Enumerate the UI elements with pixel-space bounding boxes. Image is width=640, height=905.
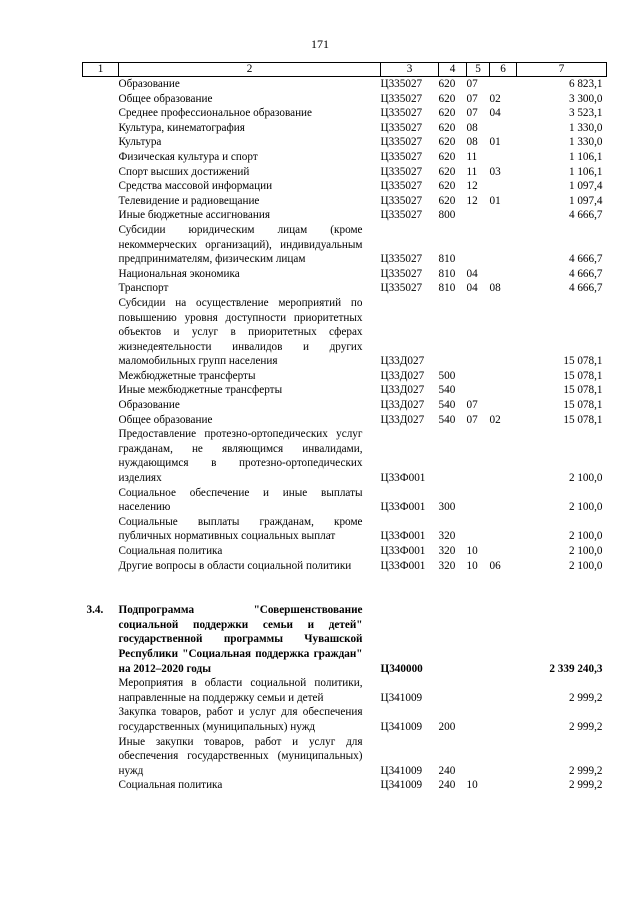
row-rz: 07 (466, 399, 478, 412)
row-rz (467, 735, 490, 779)
table-row (83, 208, 607, 223)
row-name: Другие вопросы в области социальной политики (118, 559, 352, 572)
row-vr: 620 (438, 150, 456, 163)
row-code: Ц33Д027 (380, 384, 425, 397)
row-number (83, 194, 119, 209)
row-sum: 1 097,4 (568, 194, 603, 207)
row-sum: 4 666,7 (568, 282, 603, 295)
row-number (83, 413, 119, 428)
row-rz: 07 (466, 78, 478, 90)
row-pr (490, 179, 517, 194)
row-code: Ц335027 (380, 267, 423, 280)
table-row (83, 735, 607, 779)
row-sum: 3 523,1 (568, 107, 603, 120)
row-sum: 2 100,0 (568, 545, 603, 557)
row-code: Ц33Ф001 (380, 545, 426, 557)
table-row (83, 676, 607, 705)
row-number (83, 559, 119, 574)
row-code: Ц335027 (380, 150, 423, 163)
row-vr (439, 427, 467, 485)
row-name: Спорт высших достижений (118, 165, 250, 178)
row-rz: 10 (466, 559, 478, 572)
row-code: Ц341009 (380, 691, 423, 704)
row-number (83, 544, 119, 559)
table-row (83, 398, 607, 413)
table-row (83, 106, 607, 121)
row-name: Межбюджетные трансферты (118, 369, 256, 382)
table-row (83, 778, 607, 793)
row-pr (490, 676, 517, 705)
row-pr (490, 267, 517, 282)
row-code: Ц335027 (380, 165, 423, 178)
table-row (83, 150, 607, 165)
row-number (83, 135, 119, 150)
row-rz: 08 (466, 121, 478, 134)
row-name: Социальное обеспечение и иные выплаты населению (118, 486, 363, 514)
row-pr (490, 427, 517, 485)
table-row (83, 121, 607, 136)
row-name: Социальные выплаты гражданам, кроме публичных нормативных социальных выплат (118, 515, 363, 543)
row-code: Ц341009 (380, 764, 423, 777)
row-sum: 2 999,2 (568, 779, 603, 792)
row-pr (490, 486, 517, 515)
row-pr: 01 (489, 194, 501, 207)
row-number (83, 106, 119, 121)
row-sum: 1 106,1 (568, 165, 603, 178)
table-row (83, 413, 607, 428)
header-cell: 5 (467, 63, 490, 77)
row-code: Ц335027 (380, 253, 423, 266)
row-pr: 08 (489, 282, 501, 295)
row-vr: 620 (438, 121, 456, 134)
row-vr: 620 (438, 78, 456, 90)
table-row (83, 705, 607, 734)
row-pr (490, 515, 517, 544)
row-sum: 2 100,0 (568, 501, 603, 514)
row-sum: 2 999,2 (568, 764, 603, 777)
row-vr: 300 (438, 501, 456, 514)
table-row (83, 427, 607, 485)
row-number (83, 296, 119, 369)
row-name: Социальная политика (118, 779, 223, 792)
row-rz (467, 369, 490, 384)
row-number (83, 369, 119, 384)
row-sum: 6 823,1 (568, 78, 603, 90)
row-name: Общее образование (118, 413, 213, 426)
table-row (83, 603, 607, 676)
table-row (83, 515, 607, 544)
table-row (83, 194, 607, 209)
row-name: Образование (118, 399, 180, 412)
header-cell: 7 (517, 63, 607, 77)
row-pr: 03 (489, 165, 501, 178)
row-sum: 1 330,0 (568, 136, 603, 149)
row-vr: 810 (438, 267, 456, 280)
row-rz: 04 (466, 282, 478, 295)
row-sum: 15 078,1 (563, 399, 603, 412)
row-name: Средства массовой информации (118, 180, 273, 193)
header-cell: 6 (490, 63, 517, 77)
row-pr (490, 121, 517, 136)
row-code: Ц335027 (380, 136, 423, 149)
row-vr (439, 603, 467, 676)
row-vr: 320 (438, 545, 456, 557)
row-rz (467, 208, 490, 223)
row-sum: 2 999,2 (568, 720, 603, 733)
row-rz (467, 296, 490, 369)
row-code: Ц33Д027 (380, 399, 425, 412)
row-number (83, 383, 119, 398)
row-vr: 540 (438, 399, 456, 412)
row-name: Физическая культура и спорт (118, 150, 258, 163)
row-sum: 15 078,1 (563, 369, 603, 382)
row-sum: 2 100,0 (568, 559, 603, 572)
table-row (83, 281, 607, 296)
page-number: 171 (311, 37, 329, 51)
row-sum: 4 666,7 (568, 267, 603, 280)
row-code: Ц33Ф001 (380, 559, 426, 572)
row-number (83, 778, 119, 793)
table-row (83, 165, 607, 180)
row-name: Среднее профессиональное образование (118, 107, 313, 120)
table-row (83, 77, 607, 92)
row-code: Ц335027 (380, 107, 423, 120)
row-name: Предоставление протезно-ортопедических услуг гражданам, не являющимся инвалидами, нуждающимся в протезно-ортопедических изделиях (118, 428, 363, 485)
row-pr (490, 603, 517, 676)
row-rz (467, 486, 490, 515)
row-code: Ц33Д027 (380, 369, 425, 382)
row-number (83, 208, 119, 223)
row-name: Общее образование (118, 92, 213, 105)
spacer-cell (83, 573, 607, 603)
row-sum: 4 666,7 (568, 209, 603, 222)
row-pr: 01 (489, 136, 501, 149)
row-name: Национальная экономика (118, 267, 240, 280)
row-code: Ц335027 (380, 282, 423, 295)
table-row (83, 179, 607, 194)
table-row (83, 267, 607, 282)
row-pr (490, 369, 517, 384)
row-rz: 08 (466, 136, 478, 149)
row-name: Образование (118, 78, 180, 90)
row-name: Культура, кинематография (118, 121, 245, 134)
row-pr: 02 (489, 413, 501, 426)
row-rz (467, 223, 490, 267)
row-pr: 02 (489, 92, 501, 105)
row-name: Иные межбюджетные трансферты (118, 384, 283, 397)
row-number (83, 165, 119, 180)
row-vr (439, 676, 467, 705)
row-name: Подпрограмма "Совершенствование социальной поддержки семьи и детей" государственной программы Чувашской Республики "Социальная поддержка граждан" на 2012–2020 годы (118, 604, 363, 675)
row-number (83, 427, 119, 485)
row-vr: 620 (438, 165, 456, 178)
header-cell: 4 (439, 63, 467, 77)
row-name: Телевидение и радиовещание (118, 194, 260, 207)
row-vr: 240 (438, 779, 456, 792)
row-name: Иные бюджетные ассигнования (118, 209, 270, 222)
header-cell: 2 (119, 63, 381, 77)
budget-table (82, 62, 607, 793)
row-number: 3.4. (86, 604, 104, 617)
table-row (83, 486, 607, 515)
row-pr (490, 735, 517, 779)
table-row (83, 544, 607, 559)
row-vr: 620 (438, 92, 456, 105)
row-vr: 620 (438, 107, 456, 120)
table-row (83, 383, 607, 398)
row-rz (467, 705, 490, 734)
row-code: Ц335027 (380, 78, 423, 90)
row-vr: 500 (438, 369, 456, 382)
row-pr (490, 778, 517, 793)
section-spacer (83, 573, 607, 603)
row-pr (490, 77, 517, 92)
row-number (83, 735, 119, 779)
row-rz: 11 (466, 150, 478, 163)
row-vr: 320 (438, 559, 456, 572)
row-code: Ц33Ф001 (380, 472, 426, 485)
row-number (83, 705, 119, 734)
row-code: Ц335027 (380, 180, 423, 193)
row-rz: 12 (466, 194, 478, 207)
row-code: Ц341009 (380, 720, 423, 733)
row-number (83, 267, 119, 282)
row-name: Иные закупки товаров, работ и услуг для обеспечения государственных (муниципальных) нужд (118, 735, 363, 777)
row-sum: 2 100,0 (568, 472, 603, 485)
table-row (83, 369, 607, 384)
row-number (83, 486, 119, 515)
row-rz: 10 (466, 779, 478, 792)
row-code: Ц33Ф001 (380, 530, 426, 543)
row-sum: 15 078,1 (563, 355, 603, 368)
row-vr: 620 (438, 194, 456, 207)
row-name: Культура (118, 136, 162, 149)
row-rz (467, 383, 490, 398)
row-vr: 810 (438, 282, 456, 295)
row-code: Ц340000 (380, 662, 423, 675)
row-name: Субсидии на осуществление мероприятий по повышению уровня доступности приоритетных объектов и услуг в приоритетных сферах жизнедеятельности инвалидов и других маломобильных групп населения (118, 296, 363, 368)
row-sum: 2 999,2 (568, 691, 603, 704)
row-sum: 15 078,1 (563, 413, 603, 426)
table-row (83, 559, 607, 574)
row-pr (490, 223, 517, 267)
table-row (83, 223, 607, 267)
row-rz: 11 (466, 165, 478, 178)
row-code: Ц335027 (380, 121, 423, 134)
row-sum: 2 100,0 (568, 530, 603, 543)
row-pr: 06 (489, 559, 501, 572)
row-vr: 540 (438, 384, 456, 397)
row-code: Ц341009 (380, 779, 423, 792)
row-sum: 1 106,1 (568, 150, 603, 163)
row-code: Ц33Ф001 (380, 501, 426, 514)
row-vr: 800 (438, 209, 456, 222)
row-vr: 320 (438, 530, 456, 543)
row-number (83, 676, 119, 705)
row-code: Ц335027 (380, 209, 423, 222)
row-sum: 15 078,1 (563, 384, 603, 397)
row-name: Транспорт (118, 282, 169, 295)
row-vr: 200 (438, 720, 456, 733)
row-pr (490, 383, 517, 398)
row-number (83, 515, 119, 544)
table-row (83, 135, 607, 150)
row-pr: 04 (489, 107, 501, 120)
row-code: Ц335027 (380, 92, 423, 105)
row-number (83, 92, 119, 107)
row-number (83, 121, 119, 136)
row-rz: 12 (466, 180, 478, 193)
row-rz (467, 515, 490, 544)
row-vr: 620 (438, 136, 456, 149)
row-name: Закупка товаров, работ и услуг для обеспечения государственных (муниципальных) нужд (118, 706, 363, 733)
row-sum: 4 666,7 (568, 253, 603, 266)
row-rz: 04 (466, 267, 478, 280)
row-sum: 1 330,0 (568, 121, 603, 134)
header-cell: 1 (83, 63, 119, 77)
row-name: Субсидии юридическим лицам (кроме некоммерческих организаций), индивидуальным предпринимателям, физическим лицам (118, 223, 363, 266)
row-sum: 1 097,4 (568, 180, 603, 193)
row-pr (490, 398, 517, 413)
header-cell: 3 (381, 63, 439, 77)
row-sum: 2 339 240,3 (549, 662, 603, 675)
row-number (83, 77, 119, 92)
row-number (83, 398, 119, 413)
row-pr (490, 150, 517, 165)
row-pr (490, 208, 517, 223)
row-pr (490, 544, 517, 559)
row-code: Ц33Д027 (380, 355, 425, 368)
row-rz (467, 603, 490, 676)
row-vr: 620 (438, 180, 456, 193)
row-vr: 240 (438, 764, 456, 777)
row-name: Социальная политика (118, 545, 223, 557)
row-sum: 3 300,0 (568, 92, 603, 105)
row-vr (439, 296, 467, 369)
row-code: Ц33Д027 (380, 413, 425, 426)
table-row (83, 92, 607, 107)
row-number (83, 223, 119, 267)
row-rz (467, 676, 490, 705)
row-number (83, 150, 119, 165)
row-rz: 07 (466, 413, 478, 426)
row-rz (467, 427, 490, 485)
row-rz: 10 (466, 545, 478, 557)
row-code: Ц335027 (380, 194, 423, 207)
row-pr (490, 705, 517, 734)
table-row (83, 296, 607, 369)
row-pr (490, 296, 517, 369)
table-header-row (83, 63, 607, 77)
row-number (83, 179, 119, 194)
row-vr: 810 (438, 253, 456, 266)
row-rz: 07 (466, 107, 478, 120)
row-number (83, 281, 119, 296)
row-vr: 540 (438, 413, 456, 426)
row-rz: 07 (466, 92, 478, 105)
row-name: Мероприятия в области социальной политики, направленные на поддержку семьи и детей (118, 677, 363, 704)
